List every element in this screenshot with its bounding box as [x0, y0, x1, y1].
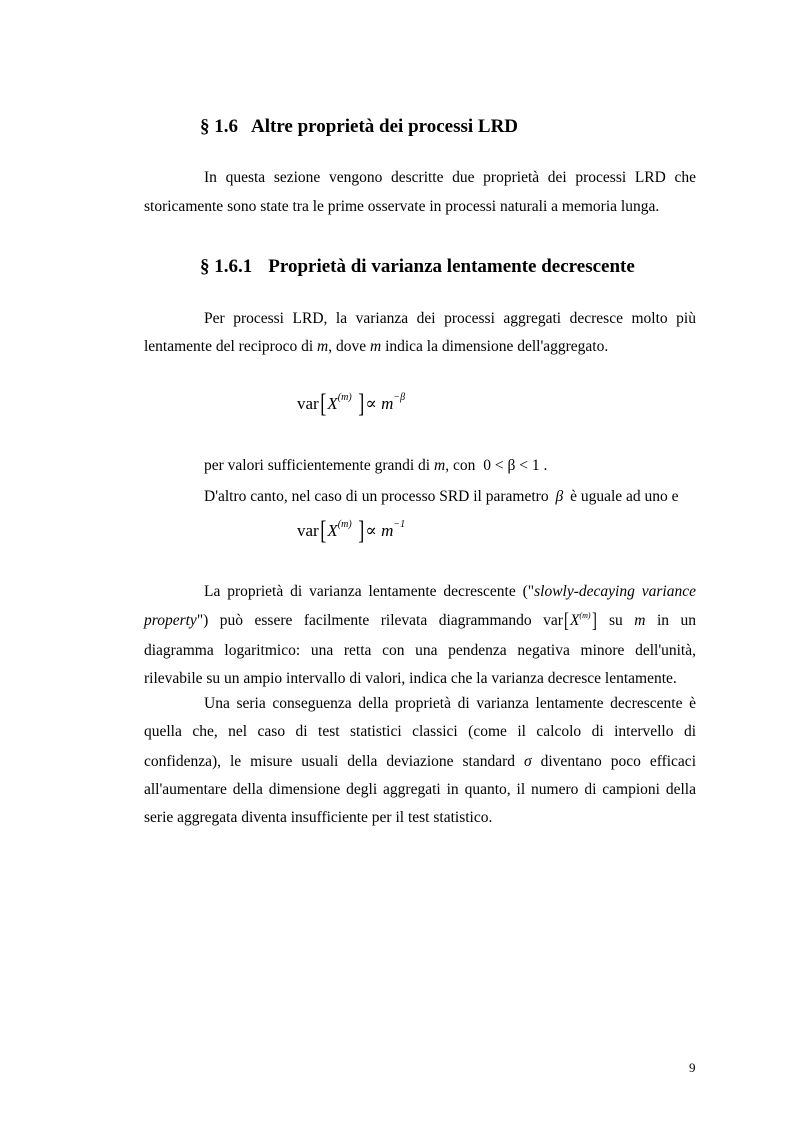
section-number: § 1.6	[200, 116, 238, 137]
subsection-heading	[200, 256, 635, 278]
para1-line-1: Per processi LRD, la varianza dei processi aggregati decresce molto più	[204, 310, 696, 327]
formula-variance-lrd: $var[X^{(m)}$ ]∝ $m^{-\beta}$	[297, 389, 406, 418]
condition-line: per valori sufficientemente grandi di m, con 0 < β < 1 .	[204, 457, 548, 474]
para2-line-2: property") può essere facilmente rilevata diagrammando $var[X^{(m)}]$ su m in un	[144, 608, 696, 632]
para3-line-5: serie aggregata diventa insufficiente per il test statistico.	[144, 809, 493, 826]
para2-line-1: La proprietà di varianza lentamente decrescente ("slowly-decaying variance	[204, 583, 696, 600]
subsection-number: § 1.6.1	[200, 256, 253, 277]
para3-line-3: confidenza), le misure usuali della deviazione standard σ diventano poco efficaci	[144, 753, 696, 770]
para3-line-1: Una seria conseguenza della proprietà di varianza lentamente decrescente è	[204, 695, 696, 712]
para1-line-2: lentamente del reciproco di m, dove m indica la dimensione dell'aggregato.	[144, 338, 609, 355]
srd-line: D'altro canto, nel caso di un processo SRD il parametro β è uguale ad uno e	[204, 488, 679, 505]
para2-line-4: rilevabile su un ampio intervallo di valori, indica che la varianza decresce lentamente.	[144, 670, 677, 687]
page-number: 9	[689, 1060, 696, 1075]
para2-line-3: diagramma logaritmico: una retta con una pendenza negativa minore dell'unità,	[144, 642, 696, 659]
subsection-title: Proprietà di varianza lentamente decrescente	[268, 256, 635, 277]
intro-line-2: storicamente sono state tra le prime osservate in processi naturali a memoria lunga.	[144, 198, 660, 215]
section-heading	[200, 116, 518, 138]
para3-line-4: all'aumentare della dimensione degli aggregati in quanto, il numero di campioni della	[144, 781, 696, 798]
intro-line-1: In questa sezione vengono descritte due proprietà dei processi LRD che	[204, 169, 696, 186]
formula-variance-srd: $var[X^{(m)}$ ]∝ $m^{-1}$	[297, 516, 406, 545]
para3-line-2: quella che, nel caso di test statistici classici (come il calcolo di intervello di	[144, 723, 696, 740]
section-title: Altre proprietà dei processi LRD	[251, 116, 519, 137]
